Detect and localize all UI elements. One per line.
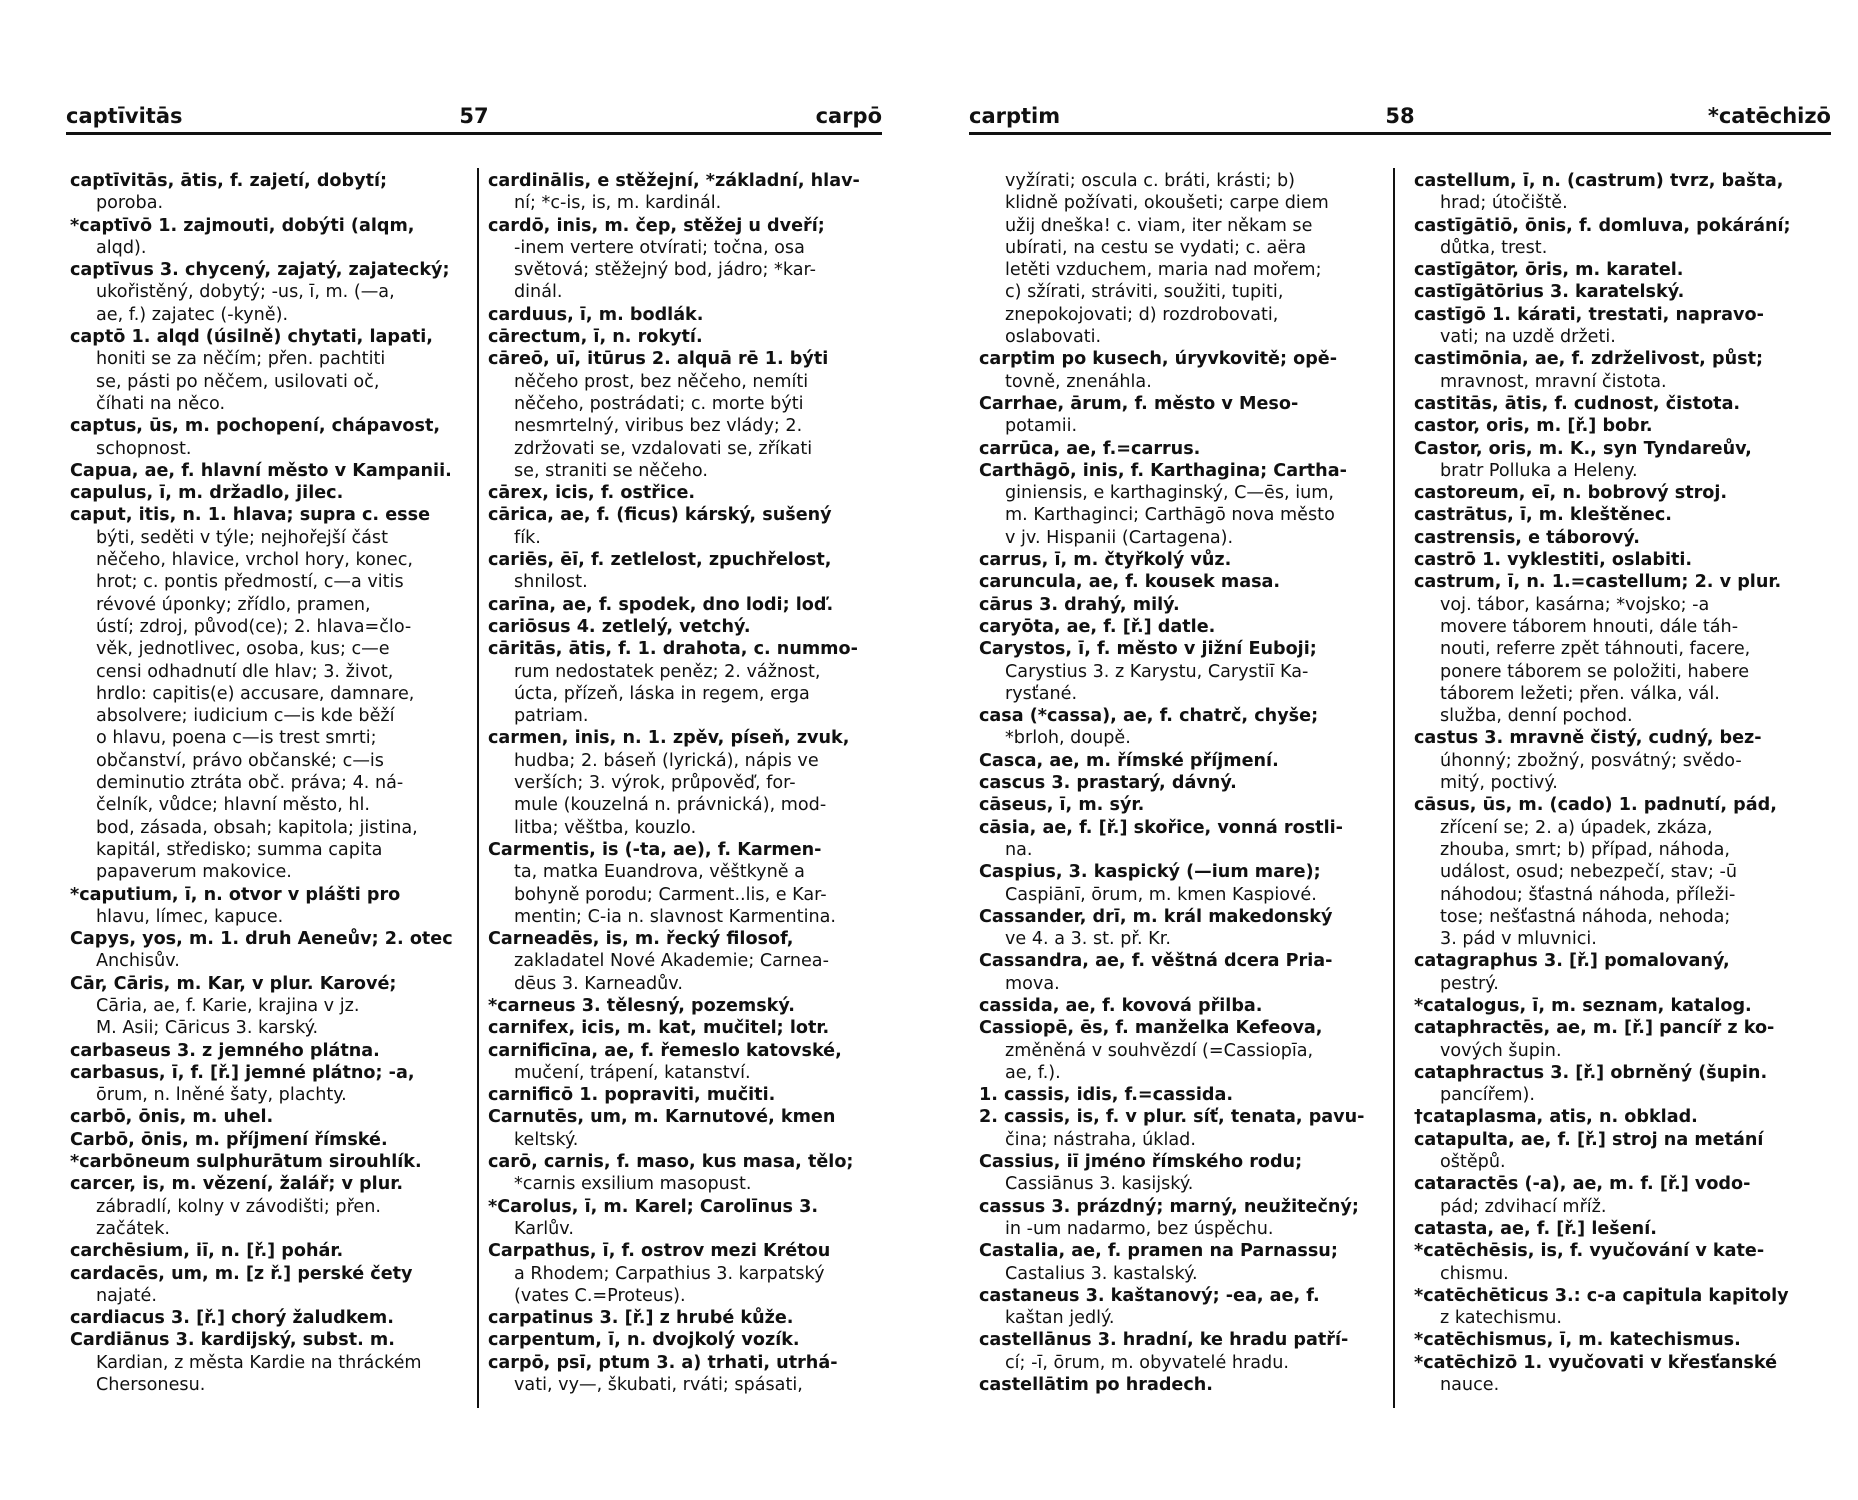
entry-headword-line: cāritās, ātis, f. 1. drahota, c. nummo- xyxy=(488,639,858,660)
entry-headword-line: cascus 3. prastarý, dávný. xyxy=(979,773,1237,794)
entry-continuation-line: rum nedostatek peněz; 2. vážnost, xyxy=(514,661,821,682)
entry-headword-line: castellānus 3. hradní, ke hradu patří- xyxy=(979,1330,1349,1351)
entry-continuation-line: pád; zdvihací mříž. xyxy=(1440,1196,1607,1217)
entry-continuation-line: hrdlo: capitis(e) accusare, damnare, xyxy=(96,683,415,704)
entry-continuation-line: čelník, vůdce; hlavní město, hl. xyxy=(96,795,371,816)
entry-continuation-line: vati, vy—, škubati, rváti; spásati, xyxy=(514,1375,803,1396)
entry-continuation-line: movere táborem hnouti, dále táh- xyxy=(1440,616,1739,637)
entry-continuation-line: fík. xyxy=(514,527,541,548)
entry-continuation-line: *brloh, doupě. xyxy=(1005,728,1131,749)
entry-continuation-line: věk, jednotlivec, osoba, kus; c—e xyxy=(96,639,390,660)
entry-headword-line: 2. cassis, is, f. v plur. síť, tenata, pavu- xyxy=(979,1107,1365,1128)
entry-headword-line: captus, ūs, m. pochopení, chápavost, xyxy=(70,416,441,437)
entry-headword-line: Carbō, ōnis, m. příjmení římské. xyxy=(70,1129,388,1150)
entry-continuation-line: (vates C.=Proteus). xyxy=(514,1285,686,1306)
entry-headword-line: cataphractēs, ae, m. [ř.] pancíř z ko- xyxy=(1414,1018,1775,1039)
entry-continuation-line: deminutio ztráta obč. práva; 4. ná- xyxy=(96,773,404,794)
entry-continuation-line: papaverum makovice. xyxy=(96,862,292,883)
entry-continuation-line: mule (kouzelná n. právnická), mod- xyxy=(514,795,827,816)
entry-continuation-line: ukořistěný, dobytý; -us, ī, m. (—a, xyxy=(96,282,395,303)
entry-headword-line: carmen, inis, n. 1. zpěv, píseň, zvuk, xyxy=(488,728,850,749)
entry-headword-line: †cataplasma, atis, n. obklad. xyxy=(1414,1107,1698,1128)
entry-headword-line: castellātim po hradech. xyxy=(979,1375,1213,1396)
entry-headword-line: castīgō 1. kárati, trestati, napravo- xyxy=(1414,304,1764,325)
entry-headword-line: castīgātiō, ōnis, f. domluva, pokárání; xyxy=(1414,215,1791,236)
entry-continuation-line: tovně, znenáhla. xyxy=(1005,371,1152,392)
entry-headword-line: cardacēs, um, m. [z ř.] perské čety xyxy=(70,1263,413,1284)
entry-continuation-line: ústí; zdroj, původ(ce); 2. hlava=člo- xyxy=(96,616,412,637)
entry-headword-line: catagraphus 3. [ř.] pomalovaný, xyxy=(1414,951,1730,972)
entry-continuation-line: ae, f.) zajatec (-kyně). xyxy=(96,304,289,325)
entry-continuation-line: na. xyxy=(1005,839,1033,860)
column-divider xyxy=(1393,168,1395,1408)
entry-headword-line: *catēchismus, ī, m. katechismus. xyxy=(1414,1330,1741,1351)
entry-headword-line: castaneus 3. kaštanový; -ea, ae, f. xyxy=(979,1285,1320,1306)
entry-headword-line: Capys, yos, m. 1. druh Aeneův; 2. otec xyxy=(70,929,453,950)
left-header-first-entry: captīvitās xyxy=(66,104,183,128)
entry-continuation-line: M. Asii; Cāricus 3. karský. xyxy=(96,1018,319,1039)
right-page-number: 58 xyxy=(1385,104,1415,128)
entry-continuation-line: chismu. xyxy=(1440,1263,1509,1284)
entry-continuation-line: zřícení se; 2. a) úpadek, zkáza, xyxy=(1440,817,1713,838)
entry-continuation-line: potamii. xyxy=(1005,416,1078,437)
entry-continuation-line: honiti se za něčím; přen. pachtiti xyxy=(96,349,386,370)
entry-headword-line: cariēs, ēī, f. zetlelost, zpuchřelost, xyxy=(488,550,832,571)
entry-headword-line: Cardiānus 3. kardijský, subst. m. xyxy=(70,1330,395,1351)
entry-continuation-line: in -um nadarmo, bez úspěchu. xyxy=(1005,1218,1274,1239)
left-column-2 xyxy=(488,170,884,1396)
entry-continuation-line: z katechismu. xyxy=(1440,1308,1562,1329)
entry-continuation-line: révové úponky; zřídlo, pramen, xyxy=(96,594,371,615)
entry-headword-line: cariōsus 4. zetlelý, vetchý. xyxy=(488,616,751,637)
entry-continuation-line: něčeho, postrádati; c. morte býti xyxy=(514,393,804,414)
entry-continuation-line: nouti, referre zpět táhnouti, facere, xyxy=(1440,639,1751,660)
entry-continuation-line: absolvere; iudicium c—is kde běží xyxy=(96,706,395,727)
entry-headword-line: castrensis, e táborový. xyxy=(1414,527,1640,548)
entry-headword-line: castus 3. mravně čistý, cudný, bez- xyxy=(1414,728,1762,749)
entry-continuation-line: poroba. xyxy=(96,193,164,214)
entry-headword-line: castrō 1. vyklestiti, oslabiti. xyxy=(1414,550,1693,571)
entry-continuation-line: zábradlí, kolny v závodišti; přen. xyxy=(96,1196,382,1217)
entry-continuation-line: mučení, trápení, katanství. xyxy=(514,1062,751,1083)
entry-continuation-line: schopnost. xyxy=(96,438,192,459)
entry-continuation-line: začátek. xyxy=(96,1218,170,1239)
entry-continuation-line: Karlův. xyxy=(514,1218,574,1239)
entry-headword-line: castīgātor, ōris, m. karatel. xyxy=(1414,260,1684,281)
right-page-header xyxy=(969,102,1831,135)
entry-continuation-line: kapitál, středisko; summa capita xyxy=(96,839,383,860)
entry-headword-line: caruncula, ae, f. kousek masa. xyxy=(979,572,1281,593)
left-column-1 xyxy=(70,170,468,1396)
entry-continuation-line: světová; stěžejný bod, jádro; *kar- xyxy=(514,260,816,281)
entry-continuation-line: Chersonesu. xyxy=(96,1375,206,1396)
entry-continuation-line: o hlavu, poena c—is trest smrti; xyxy=(96,728,377,749)
entry-continuation-line: kaštan jedlý. xyxy=(1005,1308,1115,1329)
entry-headword-line: Cassius, iī jméno římského rodu; xyxy=(979,1152,1303,1173)
entry-continuation-line: voj. tábor, kasárna; *vojsko; -a xyxy=(1440,594,1710,615)
entry-headword-line: cārectum, ī, n. rokytí. xyxy=(488,327,703,348)
entry-continuation-line: Castalius 3. kastalský. xyxy=(1005,1263,1198,1284)
entry-continuation-line: znepokojovati; d) rozdrobovati, xyxy=(1005,304,1279,325)
entry-headword-line: cardinālis, e stěžejní, *základní, hlav- xyxy=(488,171,860,191)
entry-headword-line: carbasus, ī, f. [ř.] jemné plátno; -a, xyxy=(70,1062,415,1083)
entry-continuation-line: ponere táborem se položiti, habere xyxy=(1440,661,1750,682)
entry-headword-line: *catēchizō 1. vyučovati v křesťanské xyxy=(1414,1352,1778,1373)
entry-continuation-line: oštěpů. xyxy=(1440,1152,1506,1173)
entry-continuation-line: *carnis exsilium masopust. xyxy=(514,1174,752,1195)
entry-continuation-line: litba; věštba, kouzlo. xyxy=(514,817,697,838)
entry-continuation-line: nesmrtelný, viribus bez vlády; 2. xyxy=(514,416,803,437)
entry-continuation-line: patriam. xyxy=(514,706,589,727)
entry-continuation-line: vyžírati; oscula c. bráti, krásti; b) xyxy=(1005,171,1296,191)
entry-continuation-line: Cassiānus 3. kasijský. xyxy=(1005,1174,1194,1195)
entry-continuation-line: úhonný; zbožný, posvátný; svědo- xyxy=(1440,750,1742,771)
entry-continuation-line: m. Karthaginci; Carthāgō nova město xyxy=(1005,505,1335,526)
entry-continuation-line: důtka, trest. xyxy=(1440,237,1548,258)
entry-continuation-line: verších; 3. výrok, průpověď, for- xyxy=(514,773,796,794)
entry-continuation-line: nauce. xyxy=(1440,1375,1500,1396)
entry-continuation-line: událost, osud; nebezpečí, stav; -ū xyxy=(1440,862,1737,883)
entry-headword-line: Capua, ae, f. hlavní město v Kampanii. xyxy=(70,460,452,481)
entry-continuation-line: bod, zásada, obsah; kapitola; jistina, xyxy=(96,817,418,838)
entry-continuation-line: Caspiānī, ōrum, m. kmen Kaspiové. xyxy=(1005,884,1317,905)
entry-headword-line: carrus, ī, m. čtyřkolý vůz. xyxy=(979,550,1232,571)
entry-headword-line: cārica, ae, f. (ficus) kárský, sušený xyxy=(488,505,832,526)
entry-headword-line: cāseus, ī, m. sýr. xyxy=(979,795,1145,816)
right-column-1 xyxy=(979,170,1374,1396)
entry-headword-line: Cār, Cāris, m. Kar, v plur. Karové; xyxy=(70,973,397,994)
entry-headword-line: cardiacus 3. [ř.] chorý žaludkem. xyxy=(70,1308,394,1329)
entry-continuation-line: cí; -ī, ōrum, m. obyvatelé hradu. xyxy=(1005,1352,1289,1373)
entry-continuation-line: giniensis, e karthaginský, C—ēs, ium, xyxy=(1005,483,1334,504)
entry-continuation-line: býti, seděti v týle; nejhořejší část xyxy=(96,527,388,548)
entry-continuation-line: užij dneška! c. viam, iter někam se xyxy=(1005,215,1313,236)
entry-continuation-line: hudba; 2. báseň (lyrická), nápis ve xyxy=(514,750,819,771)
entry-continuation-line: ve 4. a 3. st. př. Kr. xyxy=(1005,929,1171,950)
entry-headword-line: Castalia, ae, f. pramen na Parnassu; xyxy=(979,1241,1338,1262)
entry-headword-line: *carbōneum sulphurātum sirouhlík. xyxy=(70,1152,422,1173)
entry-headword-line: Carystos, ī, f. město v jižní Euboji; xyxy=(979,639,1317,660)
entry-headword-line: cassida, ae, f. kovová přilba. xyxy=(979,995,1263,1016)
entry-headword-line: castrātus, ī, m. kleštěnec. xyxy=(1414,505,1672,526)
entry-headword-line: capulus, ī, m. držadlo, jilec. xyxy=(70,483,344,504)
entry-continuation-line: úcta, přízeň, láska in regem, erga xyxy=(514,683,810,704)
entry-headword-line: *captīvō 1. zajmouti, dobýti (alqm, xyxy=(70,215,415,236)
entry-continuation-line: pancířem). xyxy=(1440,1085,1535,1106)
entry-continuation-line: keltský. xyxy=(514,1129,579,1150)
entry-headword-line: carnificīna, ae, f. řemeslo katovské, xyxy=(488,1040,842,1061)
entry-continuation-line: mentin; C-ia n. slavnost Karmentina. xyxy=(514,906,836,927)
entry-continuation-line: služba, denní pochod. xyxy=(1440,706,1633,727)
entry-headword-line: carnifex, icis, m. kat, mučitel; lotr. xyxy=(488,1018,830,1039)
right-header-last-entry: *catēchizō xyxy=(1707,104,1831,128)
entry-continuation-line: hrad; útočiště. xyxy=(1440,193,1568,214)
entry-headword-line: captīvus 3. chycený, zajatý, zajatecký; xyxy=(70,260,450,281)
entry-continuation-line: Cāria, ae, f. Karie, krajina v jz. xyxy=(96,995,360,1016)
entry-headword-line: cārus 3. drahý, milý. xyxy=(979,594,1180,615)
entry-headword-line: castrum, ī, n. 1.=castellum; 2. v plur. xyxy=(1414,572,1782,593)
entry-headword-line: *catalogus, ī, m. seznam, katalog. xyxy=(1414,995,1752,1016)
entry-headword-line: carpentum, ī, n. dvojkolý vozík. xyxy=(488,1330,800,1351)
entry-headword-line: *catēchēsis, is, f. vyučování v kate- xyxy=(1414,1241,1765,1262)
entry-headword-line: Cassander, drī, m. král makedonský xyxy=(979,906,1333,927)
entry-continuation-line: mravnost, mravní čistota. xyxy=(1440,371,1667,392)
entry-headword-line: carpatinus 3. [ř.] z hrubé kůže. xyxy=(488,1308,794,1329)
entry-headword-line: cardō, inis, m. čep, stěžej u dveří; xyxy=(488,215,825,236)
entry-continuation-line: mova. xyxy=(1005,973,1060,994)
entry-continuation-line: najaté. xyxy=(96,1285,157,1306)
entry-continuation-line: se, straniti se něčeho. xyxy=(514,460,708,481)
entry-headword-line: carduus, ī, m. bodlák. xyxy=(488,304,704,325)
entry-continuation-line: a Rhodem; Carpathius 3. karpatský xyxy=(514,1263,825,1284)
entry-headword-line: carpō, psī, ptum 3. a) trhati, utrhá- xyxy=(488,1352,838,1373)
entry-continuation-line: zakladatel Nové Akademie; Carnea- xyxy=(514,951,829,972)
entry-continuation-line: táborem ležeti; přen. válka, vál. xyxy=(1440,683,1720,704)
entry-continuation-line: tose; nešťastná náhoda, nehoda; xyxy=(1440,906,1731,927)
entry-headword-line: castīgātōrius 3. karatelský. xyxy=(1414,282,1685,303)
entry-continuation-line: Kardian, z města Kardie na thráckém xyxy=(96,1352,422,1373)
left-page-number: 57 xyxy=(459,104,489,128)
entry-continuation-line: vových šupin. xyxy=(1440,1040,1562,1061)
entry-headword-line: cārex, icis, f. ostřice. xyxy=(488,483,696,504)
entry-headword-line: carptim po kusech, úryvkovitě; opě- xyxy=(979,349,1338,370)
entry-headword-line: carbaseus 3. z jemného plátna. xyxy=(70,1040,380,1061)
entry-continuation-line: bratr Polluka a Heleny. xyxy=(1440,460,1638,481)
entry-headword-line: 1. cassis, idis, f.=cassida. xyxy=(979,1085,1234,1106)
entry-headword-line: catasta, ae, f. [ř.] lešení. xyxy=(1414,1218,1657,1239)
entry-headword-line: Cassiopē, ēs, f. manželka Kefeova, xyxy=(979,1018,1323,1039)
entry-headword-line: casa (*cassa), ae, f. chatrč, chyše; xyxy=(979,706,1319,727)
entry-continuation-line: náhodou; šťastná náhoda, příleži- xyxy=(1440,884,1736,905)
entry-continuation-line: číhati na něco. xyxy=(96,393,226,414)
entry-continuation-line: v jv. Hispanii (Cartagena). xyxy=(1005,527,1234,548)
entry-headword-line: castoreum, eī, n. bobrový stroj. xyxy=(1414,483,1728,504)
entry-headword-line: castitās, ātis, f. cudnost, čistota. xyxy=(1414,393,1741,414)
entry-continuation-line: Anchisův. xyxy=(96,951,180,972)
entry-continuation-line: ta, matka Euandrova, věštkyně a xyxy=(514,862,805,883)
entry-continuation-line: alqd). xyxy=(96,237,147,258)
entry-headword-line: carbō, ōnis, m. uhel. xyxy=(70,1107,274,1128)
entry-continuation-line: censi odhadnutí dle hlav; 3. život, xyxy=(96,661,394,682)
entry-headword-line: caryōta, ae, f. [ř.] datle. xyxy=(979,616,1216,637)
entry-headword-line: Carrhae, ārum, f. město v Meso- xyxy=(979,393,1299,414)
entry-headword-line: Carmentis, is (-ta, ae), f. Karmen- xyxy=(488,839,822,860)
left-header-last-entry: carpō xyxy=(815,104,882,128)
entry-headword-line: captō 1. alqd (úsilně) chytati, lapati, xyxy=(70,327,433,348)
entry-headword-line: castor, oris, m. [ř.] bobr. xyxy=(1414,416,1653,437)
entry-headword-line: caput, itis, n. 1. hlava; supra c. esse xyxy=(70,505,431,526)
entry-headword-line: carīna, ae, f. spodek, dno lodi; loď. xyxy=(488,594,834,615)
entry-continuation-line: klidně požívati, okoušeti; carpe diem xyxy=(1005,193,1329,214)
entry-headword-line: Carpathus, ī, f. ostrov mezi Krétou xyxy=(488,1241,831,1262)
entry-continuation-line: ae, f.). xyxy=(1005,1062,1061,1083)
entry-headword-line: *Carolus, ī, m. Karel; Carolīnus 3. xyxy=(488,1196,819,1217)
entry-continuation-line: shnilost. xyxy=(514,572,588,593)
entry-continuation-line: dēus 3. Karneadův. xyxy=(514,973,683,994)
entry-continuation-line: pestrý. xyxy=(1440,973,1499,994)
left-page-header xyxy=(66,102,882,135)
entry-continuation-line: ubírati, na cestu se vydati; c. aëra xyxy=(1005,237,1307,258)
entry-headword-line: *catēchēticus 3.: c-a capitula kapitoly xyxy=(1414,1285,1789,1306)
entry-headword-line: castimōnia, ae, f. zdrželivost, půst; xyxy=(1414,349,1764,370)
entry-continuation-line: zdržovati se, vzdalovati se, zříkati xyxy=(514,438,813,459)
entry-continuation-line: dinál. xyxy=(514,282,563,303)
entry-continuation-line: čina; nástraha, úklad. xyxy=(1005,1129,1196,1150)
entry-continuation-line: něčeho prost, bez něčeho, nemíti xyxy=(514,371,809,392)
right-page xyxy=(929,0,1858,1500)
entry-continuation-line: občanství, právo občanské; c—is xyxy=(96,750,384,771)
entry-headword-line: cataractēs (-a), ae, m. f. [ř.] vodo- xyxy=(1414,1174,1751,1195)
entry-headword-line: cāsus, ūs, m. (cado) 1. padnutí, pád, xyxy=(1414,795,1777,816)
entry-continuation-line: hlavu, límec, kapuce. xyxy=(96,906,284,927)
entry-continuation-line: změněná v souhvězdí (=Cassiopīa, xyxy=(1005,1040,1314,1061)
entry-continuation-line: ōrum, n. lněné šaty, plachty. xyxy=(96,1085,347,1106)
entry-headword-line: carō, carnis, f. maso, kus masa, tělo; xyxy=(488,1152,854,1173)
entry-headword-line: Carthāgō, inis, f. Karthagina; Cartha- xyxy=(979,460,1347,481)
entry-headword-line: carrūca, ae, f.=carrus. xyxy=(979,438,1201,459)
entry-headword-line: castellum, ī, n. (castrum) tvrz, bašta, xyxy=(1414,171,1784,191)
entry-headword-line: cassus 3. prázdný; marný, neužitečný; xyxy=(979,1196,1359,1217)
entry-headword-line: Carnutēs, um, m. Karnutové, kmen xyxy=(488,1107,836,1128)
entry-continuation-line: rysťané. xyxy=(1005,683,1078,704)
entry-continuation-line: ní; *c-is, is, m. kardinál. xyxy=(514,193,722,214)
entry-headword-line: cataphractus 3. [ř.] obrněný (šupin. xyxy=(1414,1062,1768,1083)
entry-headword-line: Carneadēs, is, m. řecký filosof, xyxy=(488,929,794,950)
entry-continuation-line: -inem vertere otvírati; točna, osa xyxy=(514,237,805,258)
entry-headword-line: *carneus 3. tělesný, pozemský. xyxy=(488,995,795,1016)
entry-headword-line: catapulta, ae, f. [ř.] stroj na metání xyxy=(1414,1129,1764,1150)
entry-continuation-line: oslabovati. xyxy=(1005,327,1102,348)
column-divider xyxy=(477,168,479,1408)
entry-continuation-line: 3. pád v mluvnici. xyxy=(1440,929,1597,950)
right-column-2 xyxy=(1414,170,1831,1396)
entry-continuation-line: se, pásti po něčem, usilovati oč, xyxy=(96,371,380,392)
entry-continuation-line: letěti vzduchem, maria nad mořem; xyxy=(1005,260,1322,281)
entry-headword-line: Cassandra, ae, f. věštná dcera Pria- xyxy=(979,951,1333,972)
entry-continuation-line: bohyně porodu; Carment..lis, e Kar- xyxy=(514,884,827,905)
entry-continuation-line: něčeho, hlavice, vrchol hory, konec, xyxy=(96,550,414,571)
entry-continuation-line: vati; na uzdě držeti. xyxy=(1440,327,1616,348)
entry-continuation-line: Carystius 3. z Karystu, Carystiī Ka- xyxy=(1005,661,1309,682)
entry-headword-line: Caspius, 3. kaspický (—ium mare); xyxy=(979,862,1321,883)
entry-headword-line: captīvitās, ātis, f. zajetí, dobytí; xyxy=(70,171,388,191)
entry-headword-line: cāreō, uī, itūrus 2. alquā rē 1. býti xyxy=(488,349,829,370)
entry-headword-line: cāsia, ae, f. [ř.] skořice, vonná rostli- xyxy=(979,817,1343,838)
entry-headword-line: Casca, ae, m. římské příjmení. xyxy=(979,750,1279,771)
entry-headword-line: Castor, oris, m. K., syn Tyndareův, xyxy=(1414,438,1752,459)
entry-continuation-line: hrot; c. pontis předmostí, c—a vitis xyxy=(96,572,404,593)
entry-continuation-line: zhouba, smrt; b) případ, náhoda, xyxy=(1440,839,1730,860)
entry-continuation-line: mitý, poctivý. xyxy=(1440,773,1558,794)
entry-headword-line: *caputium, ī, n. otvor v plášti pro xyxy=(70,884,401,905)
entry-continuation-line: c) sžírati, stráviti, soužiti, tupiti, xyxy=(1005,282,1284,303)
entry-headword-line: carnificō 1. popraviti, mučiti. xyxy=(488,1085,776,1106)
entry-headword-line: carcer, is, m. vězení, žalář; v plur. xyxy=(70,1174,404,1195)
entry-headword-line: carchēsium, iī, n. [ř.] pohár. xyxy=(70,1241,344,1262)
right-header-first-entry: carptim xyxy=(969,104,1061,128)
